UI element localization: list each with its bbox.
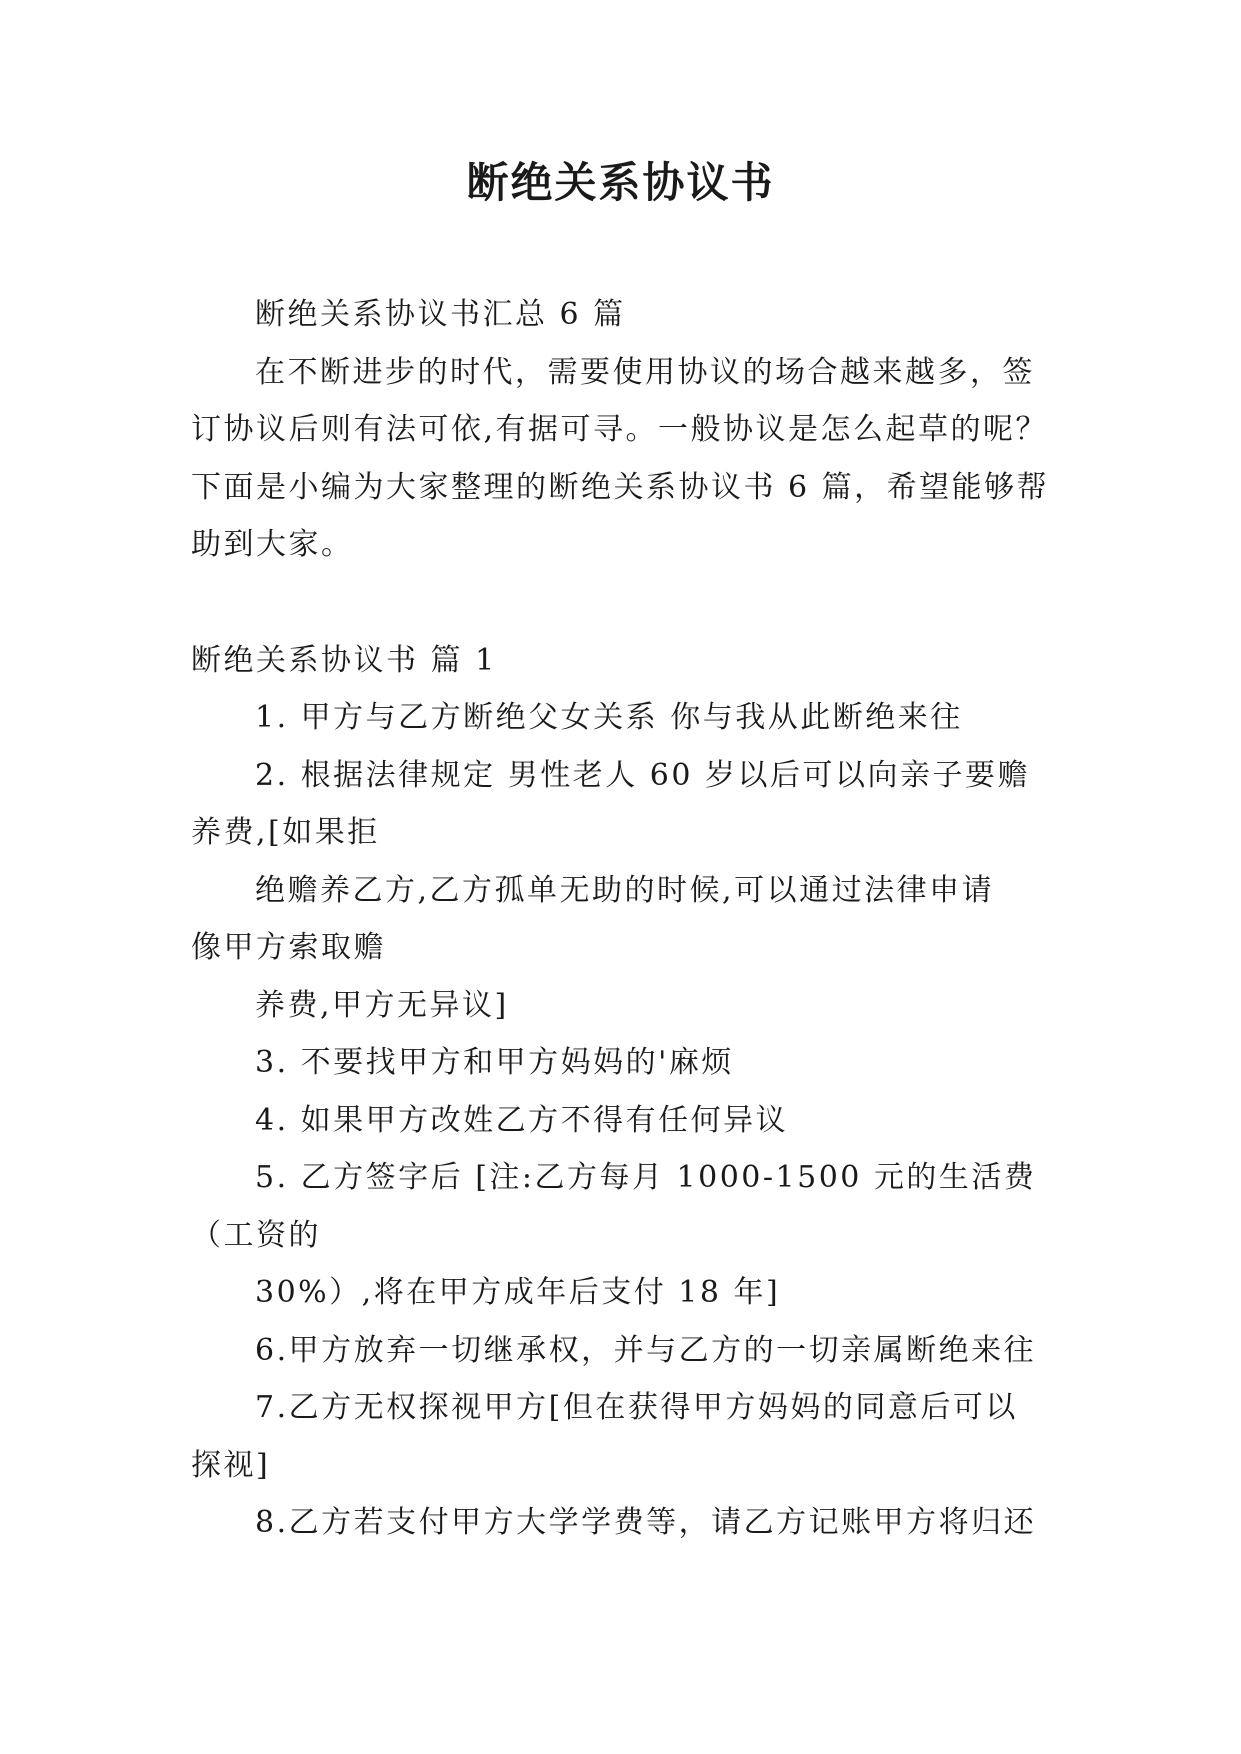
text-line: 6.甲方放弃一切继承权，并与乙方的一切亲属断绝来往 xyxy=(255,1332,1037,1368)
text-line: （工资的 xyxy=(191,1217,321,1253)
text-line: 探视] xyxy=(191,1447,271,1483)
text-line: 像甲方索取赡 xyxy=(191,930,386,965)
text-line: 1. 甲方与乙方断绝父女关系 你与我从此断绝来往 xyxy=(255,700,963,735)
text-line: 在不断进步的时代，需要使用协议的场合越来越多，签 xyxy=(255,354,1035,390)
text-line: 助到大家。 xyxy=(191,527,354,562)
text-line: 4. 如果甲方改姓乙方不得有任何异议 xyxy=(255,1102,789,1138)
text-line: 养费,[如果拒 xyxy=(191,815,380,850)
text-line: 下面是小编为大家整理的断绝关系协议书 6 篇，希望能够帮 xyxy=(191,469,1050,505)
text-line: 订协议后则有法可依,有据可寻。一般协议是怎么起草的呢？ xyxy=(191,412,1049,447)
text-line: 30%）,将在甲方成年后支付 18 年] xyxy=(255,1275,781,1310)
text-line: 7.乙方无权探视甲方[但在获得甲方妈妈的同意后可以 xyxy=(255,1390,1018,1425)
text-line: 绝赡养乙方,乙方孤单无助的时候,可以通过法律申请 xyxy=(255,872,995,908)
text-line: 5. 乙方签字后 [注:乙方每月 1000-1500 元的生活费 xyxy=(255,1160,1037,1195)
text-line: 3. 不要找甲方和甲方妈妈的'麻烦 xyxy=(255,1045,734,1080)
document-body xyxy=(191,286,1051,1552)
text-line: 断绝关系协议书汇总 6 篇 xyxy=(255,297,626,332)
text-line: 2. 根据法律规定 男性老人 60 岁以后可以向亲子要赡 xyxy=(255,757,1030,793)
text-line: 8.乙方若支付甲方大学学费等，请乙方记账甲方将归还 xyxy=(255,1505,1037,1540)
paragraph-gap xyxy=(191,574,1051,632)
text-line: 养费,甲方无异议] xyxy=(255,987,509,1023)
document-title: 断绝关系协议书 xyxy=(466,158,775,207)
text-line: 断绝关系协议书 篇 1 xyxy=(191,642,497,678)
